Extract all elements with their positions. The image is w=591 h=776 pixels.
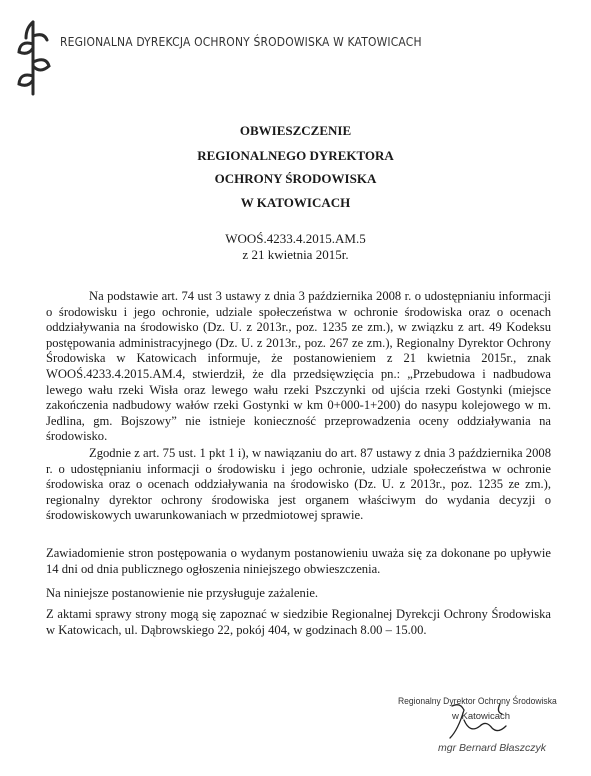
- title-line-2: REGIONALNEGO DYREKTORA: [197, 148, 394, 163]
- title-line-3: OCHRONY ŚRODOWISKA: [214, 171, 377, 186]
- title-line-4: W KATOWICACH: [240, 195, 351, 210]
- paragraph-authority: Zgodnie z art. 75 ust. 1 pkt 1 i), w nawiązaniu do art. 87 ustawy z dnia 3 października 2008 r. o udostępnianiu informacji o środowisku i jego ochronie, udziale społeczeństwa w ochronie środowiska oraz o ocenach oddziaływania na środowisko (Dz. U. z 2013r., poz. 1235 ze zm.), regionalny dyrektor ochrony środowiska jest organem właściwym do wydania decyzji o środowiskowych uwarunkowaniach w przedmiotowej sprawie.: [46, 446, 551, 523]
- paragraph-legal-basis: Na podstawie art. 74 ust 3 ustawy z dnia 3 października 2008 r. o udostępnianiu informacji o środowisku i jego ochronie, udziale społeczeństwa w ochronie środowiska oraz o ocenach oddziaływania na środowisko (Dz. U. z 2013r., poz. 1235 ze zm.), w związku z art. 49 Kodeksu postępowania administracyjnego (Dz. U. z 2013r., poz. 267 ze zm.), Regionalny Dyrektor Ochrony Środowiska w Katowicach informuje, że postanowieniem z 21 kwietnia 2015r., znak WOOŚ.4233.4.2015.AM.4, stwierdził, że dla przedsięwzięcia pn.: „Przebudowa i nadbudowa lewego wału rzeki Wisła oraz lewego wału rzeki Pszczynki od ujścia rzeki Gostynki (miejsce zakończenia nadbudowy wałów rzeki Gostynki w km 0+000-1+200) do nasypu kolejowego w m. Jedlina, gm. Bojszowy” nie istnieje konieczność przeprowadzenia oceny oddziaływania na środowisko.: [46, 289, 551, 444]
- stamp-location: w Katowicach: [452, 711, 511, 722]
- stamp-title: Regionalny Dyrektor Ochrony Środowiska: [398, 696, 557, 707]
- paragraph-case-files: Z aktami sprawy strony mogą się zapoznać w siedzibie Regionalnej Dyrekcji Ochrony Środowiska w Katowicach, ul. Dąbrowskiego 22, pokój 404, w godzinach 8.00 – 15.00.: [46, 607, 551, 637]
- reference-date: z 21 kwietnia 2015r.: [242, 247, 349, 262]
- paragraph-notification: Zawiadomienie stron postępowania o wydanym postanowieniu uważa się za dokonane po upływie 14 dni od dnia publicznego ogłoszenia niniejszego obwieszczenia.: [46, 546, 551, 576]
- title-line-1: OBWIESZCZENIE: [239, 123, 352, 138]
- paragraph-no-appeal: Na niniejsze postanowienie nie przysługuje zażalenie.: [46, 586, 319, 600]
- reference-sign: WOOŚ.4233.4.2015.AM.5: [225, 231, 366, 246]
- signatory-name: mgr Bernard Błaszczyk: [438, 742, 546, 754]
- leaf-logo-icon: [16, 14, 52, 96]
- institution-name: REGIONALNA DYREKCJA OCHRONY ŚRODOWISKA W KATOWICACH: [60, 34, 422, 49]
